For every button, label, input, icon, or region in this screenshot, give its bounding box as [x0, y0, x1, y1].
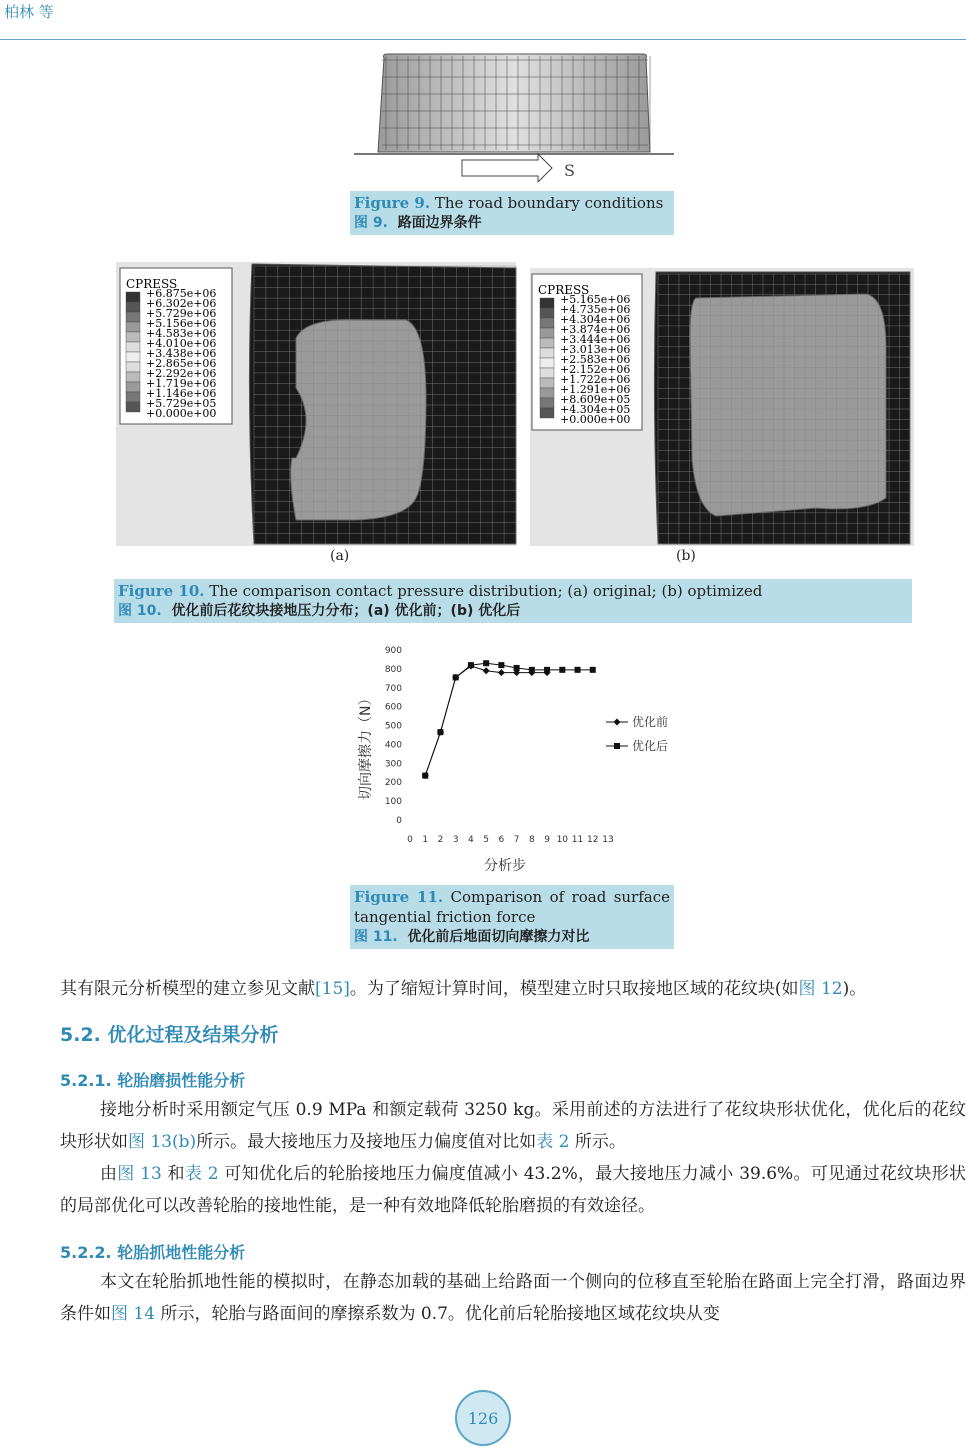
- text-run: 接地分析时采用额定气压 0.9 MPa 和额定载荷 3250 kg。采用前述的方法进行了花纹块形状优化，优化后的花纹块形状如: [60, 1100, 966, 1152]
- legend-swatch: [540, 308, 554, 318]
- text-run: 。为了缩短计算时间，模型建立时只取接地区域的花纹块(如: [349, 979, 799, 999]
- paragraph-3: [60, 1158, 966, 1222]
- legend-swatch: [126, 382, 140, 392]
- legend-swatch: [540, 318, 554, 328]
- caption-zh-text: 优化前后地面切向摩擦力对比: [407, 929, 590, 945]
- data-point: [483, 660, 489, 666]
- legend-swatch: [126, 302, 140, 312]
- legend-value: +1.722e+06: [560, 373, 631, 386]
- legend-swatch: [540, 358, 554, 368]
- figure-link[interactable]: 图 12: [798, 979, 843, 999]
- y-tick-label: 800: [384, 664, 402, 675]
- legend-value: +2.583e+06: [560, 353, 631, 366]
- text-run: 可知优化后的轮胎接地压力偏度值减小 43.2%，最大接地压力减小 39.6%。可见通过花纹块形状的局部优化可以改善轮胎的接地性能，是一种有效地降低轮胎磨损的有效途径。: [60, 1164, 966, 1216]
- legend-swatch: [126, 292, 140, 302]
- subfigure-b-label: (b): [676, 548, 696, 564]
- legend-value: +5.729e+05: [146, 397, 217, 410]
- data-point: [437, 729, 443, 735]
- text-run: )。: [842, 979, 867, 999]
- legend-value: +2.152e+06: [560, 363, 631, 376]
- legend-swatch: [126, 342, 140, 352]
- legend-marker: [614, 743, 620, 749]
- y-tick-label: 300: [384, 759, 402, 770]
- data-point: [468, 662, 474, 668]
- legend-value: +6.302e+06: [146, 297, 217, 310]
- data-point: [453, 674, 459, 680]
- caption-zh-label: 图 9.: [354, 215, 388, 231]
- legend-swatch: [540, 378, 554, 388]
- text-run: 所示，轮胎与路面间的摩擦系数为 0.7。优化前后轮胎接地区域花纹块从变: [155, 1304, 720, 1324]
- legend-value: +5.729e+06: [146, 307, 217, 320]
- x-tick-label: 5: [483, 835, 490, 845]
- x-tick-label: 0: [407, 835, 413, 845]
- legend-swatch: [126, 372, 140, 382]
- data-point: [544, 667, 550, 673]
- legend-value: +4.304e+05: [560, 403, 631, 416]
- text-run: 其有限元分析模型的建立参见文献: [60, 979, 315, 999]
- data-point: [559, 667, 565, 673]
- legend-value: +2.292e+06: [146, 367, 217, 380]
- figure-10-image: [116, 258, 914, 546]
- x-tick-label: 10: [556, 835, 569, 845]
- caption-zh-text: 路面边界条件: [397, 215, 482, 231]
- subfigure-a-label: (a): [330, 548, 350, 564]
- legend-value: +8.609e+05: [560, 393, 631, 406]
- y-tick-label: 700: [384, 683, 402, 694]
- legend-value: +3.438e+06: [146, 347, 217, 360]
- caption-zh-text: 优化前后花纹块接地压力分布；(a) 优化前；(b) 优化后: [171, 603, 521, 619]
- figure-link[interactable]: 图 13(b): [128, 1132, 197, 1152]
- page-number: 126: [455, 1390, 511, 1446]
- paragraph-2: [60, 1094, 966, 1158]
- legend-swatch: [540, 398, 554, 408]
- reference-link[interactable]: [15]: [315, 979, 350, 999]
- legend-value: +6.875e+06: [146, 287, 217, 300]
- section-heading-5-2-2: 5.2.2. 轮胎抓地性能分析: [60, 1243, 246, 1262]
- caption-zh-label: 图 10.: [118, 603, 162, 619]
- y-tick-label: 900: [384, 646, 402, 656]
- caption-en-label: Figure 9.: [354, 194, 431, 212]
- legend-swatch: [540, 338, 554, 348]
- figure-link[interactable]: 图 13: [117, 1164, 162, 1184]
- figure-link[interactable]: 图 14: [111, 1304, 156, 1324]
- legend-value: +4.735e+06: [560, 303, 631, 316]
- legend-swatch: [540, 328, 554, 338]
- x-tick-label: 7: [513, 835, 520, 845]
- table-link[interactable]: 表 2: [184, 1164, 219, 1184]
- caption-en-text: Comparison of road surface tangential friction force: [354, 888, 670, 926]
- figure-10-caption: [114, 579, 912, 623]
- legend-swatch: [126, 322, 140, 332]
- x-tick-label: 8: [528, 835, 535, 845]
- legend-a-title: CPRESS: [126, 277, 178, 291]
- legend-b-title: CPRESS: [538, 283, 590, 297]
- paragraph-4: [60, 1266, 966, 1330]
- legend-swatch: [540, 348, 554, 358]
- legend-value: +4.583e+06: [146, 327, 217, 340]
- data-point: [422, 773, 428, 779]
- legend-value: +2.865e+06: [146, 357, 217, 370]
- figure-11-chart: [352, 640, 674, 882]
- legend-value: +4.304e+06: [560, 313, 631, 326]
- x-tick-label: 1: [422, 835, 429, 845]
- legend-value: +5.156e+06: [146, 317, 217, 330]
- legend-label: 优化前: [632, 715, 669, 729]
- legend-value: +3.444e+06: [560, 333, 631, 346]
- x-tick-label: 2: [437, 835, 444, 845]
- y-tick-label: 200: [384, 778, 402, 789]
- y-tick-label: 400: [384, 740, 402, 751]
- y-tick-label: 600: [384, 702, 402, 713]
- x-tick-label: 4: [468, 835, 474, 845]
- legend-value: +1.719e+06: [146, 377, 217, 390]
- y-tick-label: 500: [384, 721, 402, 732]
- section-heading-5-2: 5.2. 优化过程及结果分析: [60, 1024, 279, 1046]
- legend-value: +1.291e+06: [560, 383, 631, 396]
- legend-value: +3.013e+06: [560, 343, 631, 356]
- x-axis-label: 分析步: [484, 858, 526, 874]
- legend-swatch: [126, 312, 140, 322]
- legend-swatch: [126, 402, 140, 412]
- section-heading-5-2-1: 5.2.1. 轮胎磨损性能分析: [60, 1071, 246, 1090]
- figure-9-caption: [350, 191, 674, 235]
- arrow-label: S: [564, 161, 575, 180]
- y-tick-label: 0: [396, 816, 402, 826]
- legend-swatch: [540, 388, 554, 398]
- caption-zh-label: 图 11.: [354, 929, 398, 945]
- data-point: [590, 667, 596, 673]
- legend-swatch: [126, 332, 140, 342]
- text-run: 和: [161, 1164, 185, 1184]
- data-point: [529, 667, 535, 673]
- legend-value: +4.010e+06: [146, 337, 217, 350]
- text-run: 由: [100, 1164, 118, 1184]
- legend-label: 优化后: [632, 739, 669, 753]
- legend-value: +3.874e+06: [560, 323, 631, 336]
- running-head-author: 柏林 等: [4, 3, 54, 21]
- paragraph-1: [60, 973, 966, 1005]
- table-link[interactable]: 表 2: [536, 1132, 570, 1152]
- legend-value: +0.000e+00: [146, 407, 217, 420]
- y-tick-label: 100: [384, 797, 402, 808]
- figure-9-image: [352, 50, 676, 182]
- x-tick-label: 12: [587, 835, 599, 845]
- legend-swatch: [126, 352, 140, 362]
- page-header: [0, 0, 966, 40]
- x-tick-label: 11: [571, 835, 584, 845]
- caption-en-text: The comparison contact pressure distribution; (a) original; (b) optimized: [209, 582, 763, 600]
- legend-swatch: [540, 298, 554, 308]
- y-axis-label: 切向摩擦力（N）: [358, 691, 374, 800]
- x-tick-label: 9: [544, 835, 550, 845]
- legend-swatch: [126, 362, 140, 372]
- x-tick-label: 3: [452, 835, 459, 845]
- caption-en-label: Figure 11.: [354, 888, 444, 906]
- legend-value: +0.000e+00: [560, 413, 631, 426]
- data-point: [575, 667, 581, 673]
- text-run: 所示。最大接地压力及接地压力偏度值对比如: [196, 1132, 537, 1152]
- text-run: 本文在轮胎抓地性能的模拟时，在静态加载的基础上给路面一个侧向的位移直至轮胎在路面上完全打滑，路面边界条件如: [60, 1272, 966, 1324]
- data-point: [514, 665, 520, 671]
- caption-en-label: Figure 10.: [118, 582, 205, 600]
- text-run: 所示。: [569, 1132, 626, 1152]
- legend-swatch: [540, 408, 554, 418]
- x-tick-label: 13: [602, 835, 614, 845]
- legend-value: +5.165e+06: [560, 293, 631, 306]
- legend-swatch: [540, 368, 554, 378]
- figure-11-caption: [350, 885, 674, 949]
- legend-swatch: [126, 392, 140, 402]
- data-point: [498, 662, 504, 668]
- caption-en-text: The road boundary conditions: [434, 194, 664, 212]
- x-tick-label: 6: [498, 835, 505, 845]
- legend-value: +1.146e+06: [146, 387, 217, 400]
